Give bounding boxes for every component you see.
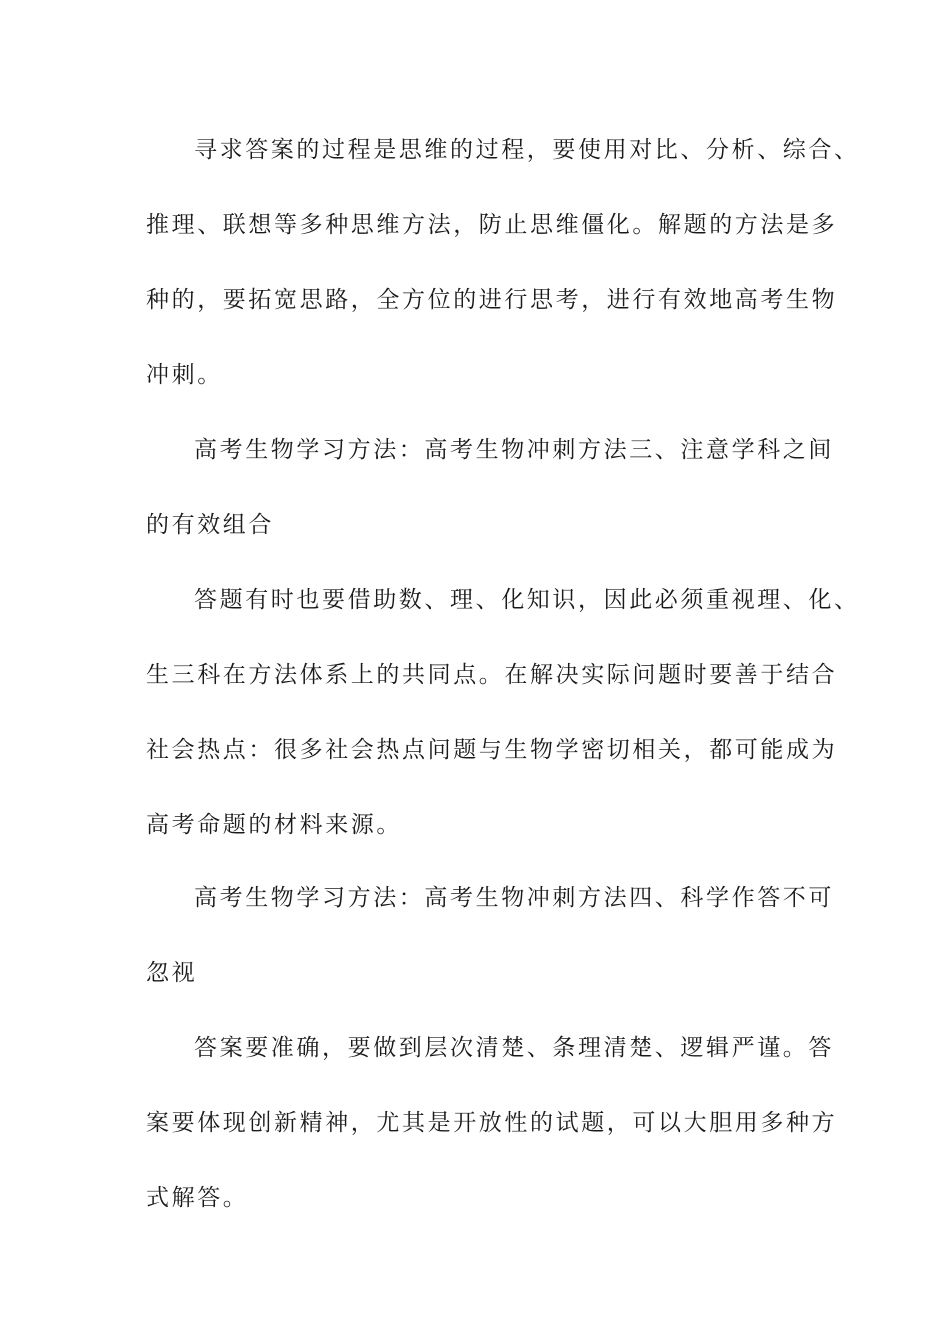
- paragraph-2-line-1: 答题有时也要借助数、理、化知识，因此必须重视理、化、: [194, 587, 860, 613]
- paragraph-3-line-3: 式解答。: [146, 1185, 249, 1211]
- section-heading-4-line-1: 高考生物学习方法：高考生物冲刺方法四、科学作答不可: [194, 885, 834, 911]
- section-heading-4-line-2: 忽视: [146, 960, 198, 986]
- paragraph-1-line-2: 推理、联想等多种思维方法，防止思维僵化。解题的方法是多: [146, 212, 838, 238]
- paragraph-2-line-4: 高考命题的材料来源。: [146, 812, 402, 838]
- paragraph-2-line-3: 社会热点：很多社会热点问题与生物学密切相关，都可能成为: [146, 737, 838, 763]
- paragraph-3-line-1: 答案要准确，要做到层次清楚、条理清楚、逻辑严谨。答: [194, 1035, 834, 1061]
- paragraph-1-line-1: 寻求答案的过程是思维的过程，要使用对比、分析、综合、: [194, 137, 860, 163]
- section-heading-3-line-1: 高考生物学习方法：高考生物冲刺方法三、注意学科之间: [194, 437, 834, 463]
- paragraph-1-line-4: 冲刺。: [146, 362, 223, 388]
- paragraph-2-line-2: 生三科在方法体系上的共同点。在解决实际问题时要善于结合: [146, 662, 838, 688]
- paragraph-1-line-3: 种的，要拓宽思路，全方位的进行思考，进行有效地高考生物: [146, 287, 838, 313]
- section-heading-3-line-2: 的有效组合: [146, 512, 274, 538]
- paragraph-3-line-2: 案要体现创新精神，尤其是开放性的试题，可以大胆用多种方: [146, 1110, 838, 1136]
